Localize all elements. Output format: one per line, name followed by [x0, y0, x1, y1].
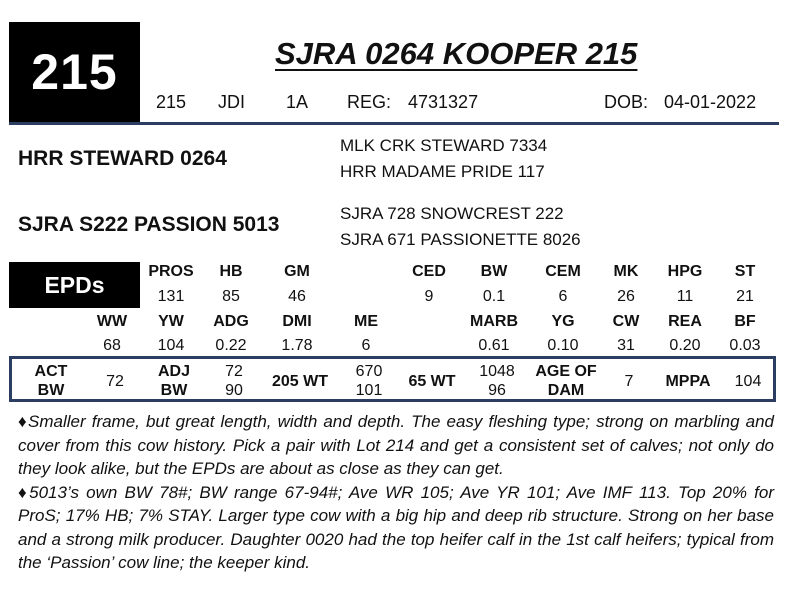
epd-header: MK	[613, 263, 639, 280]
age-of-dam-label: AGE OF DAM	[535, 363, 597, 399]
epd-header: PROS	[148, 263, 194, 280]
epd-value: 26	[617, 288, 635, 305]
note-paragraph: ♦Smaller frame, but great length, width and depth. The easy fleshing type; strong on marbling and cover from this cow history. Pick a pair with Lot 214 and get a consistent set of calves; not only do they look alike, but the EPDs are about as close as they can get.	[18, 412, 774, 478]
age-of-dam-value: 7	[624, 373, 634, 390]
epd-value: 6	[558, 288, 568, 305]
epd-header: ST	[734, 263, 756, 280]
notes	[18, 410, 774, 575]
wt65-label: 65 WT	[408, 373, 456, 390]
epd-header: GM	[284, 263, 310, 280]
dam-sire: SJRA 728 SNOWCREST 222	[340, 204, 564, 223]
epd-value: 0.03	[729, 337, 761, 354]
act-bw-label: ACT BW	[34, 363, 68, 399]
epd-header: CEM	[545, 263, 581, 280]
dam-dam: SJRA 671 PASSIONETTE 8026	[340, 230, 581, 249]
epd-header: MARB	[470, 313, 518, 330]
dob-label: DOB:	[604, 92, 649, 112]
epd-header: HPG	[667, 263, 703, 280]
wt205-values: 670 101	[355, 363, 383, 399]
adj-bw-values: 72 90	[225, 363, 243, 399]
epd-header: BW	[480, 263, 508, 280]
epd-header: ME	[354, 313, 378, 330]
epd-header: CW	[612, 313, 640, 330]
epd-value: 11	[676, 288, 694, 305]
epd-header: WW	[96, 313, 128, 330]
epd-header: DMI	[282, 313, 312, 330]
reg-number: 4731327	[408, 92, 479, 112]
dam-parents	[340, 201, 581, 253]
mppa-label: MPPA	[665, 373, 711, 390]
epd-value: 21	[736, 288, 754, 305]
sire-sire: MLK CRK STEWARD 7334	[340, 136, 548, 155]
actuals-box	[9, 356, 776, 402]
epd-value: 0.1	[482, 288, 506, 305]
sire-name: HRR STEWARD 0264	[18, 147, 227, 170]
owner-code: JDI	[218, 92, 245, 112]
epd-value: 6	[361, 337, 371, 354]
epd-value: 85	[222, 288, 240, 305]
dob-value: 04-01-2022	[664, 92, 757, 112]
epd-value: 0.61	[478, 337, 510, 354]
epd-value: 1.78	[281, 337, 313, 354]
epd-header: BF	[734, 313, 756, 330]
wt205-label: 205 WT	[271, 373, 329, 390]
reg-label: REG:	[347, 92, 392, 112]
note-paragraph: ♦5013’s own BW 78#; BW range 67-94#; Ave WR 105; Ave YR 101; Ave IMF 113. Top 20% for ProS; 17% HB; 7% STAY. Larger type cow with a big hip and deep rib structure. Strong on her base and a strong milk producer. Daughter 0020 had the top heifer calf in the 1st calf heifers; typical from the ‘Passion’ cow line; the keeper kind.	[18, 482, 774, 572]
animal-title: SJRA 0264 KOOPER 215	[275, 36, 638, 71]
epd-header: ADG	[213, 313, 249, 330]
epd-header: YW	[158, 313, 184, 330]
dam-name: SJRA S222 PASSION 5013	[18, 213, 280, 236]
epd-value: 0.10	[547, 337, 579, 354]
lot-number: 215	[9, 22, 140, 122]
sire-dam: HRR MADAME PRIDE 117	[340, 162, 545, 181]
epd-value: 0.20	[669, 337, 701, 354]
header-divider	[9, 122, 779, 125]
mppa-value: 104	[734, 373, 762, 390]
epd-header: HB	[219, 263, 243, 280]
epd-header: CED	[412, 263, 446, 280]
act-bw-value: 72	[106, 373, 124, 390]
epd-header: REA	[668, 313, 702, 330]
epd-value: 46	[288, 288, 306, 305]
epd-value: 131	[157, 288, 185, 305]
epd-value: 68	[103, 337, 121, 354]
epd-label: EPDs	[9, 262, 140, 308]
epd-value: 0.22	[215, 337, 247, 354]
epd-value: 104	[157, 337, 185, 354]
epd-value: 9	[424, 288, 434, 305]
tag-number: 215	[156, 92, 187, 112]
adj-bw-label: ADJ BW	[157, 363, 191, 399]
epd-value: 31	[617, 337, 635, 354]
grade: 1A	[286, 92, 309, 112]
epd-header: YG	[551, 313, 575, 330]
wt65-values: 1048 96	[479, 363, 515, 399]
sire-parents	[340, 133, 547, 185]
